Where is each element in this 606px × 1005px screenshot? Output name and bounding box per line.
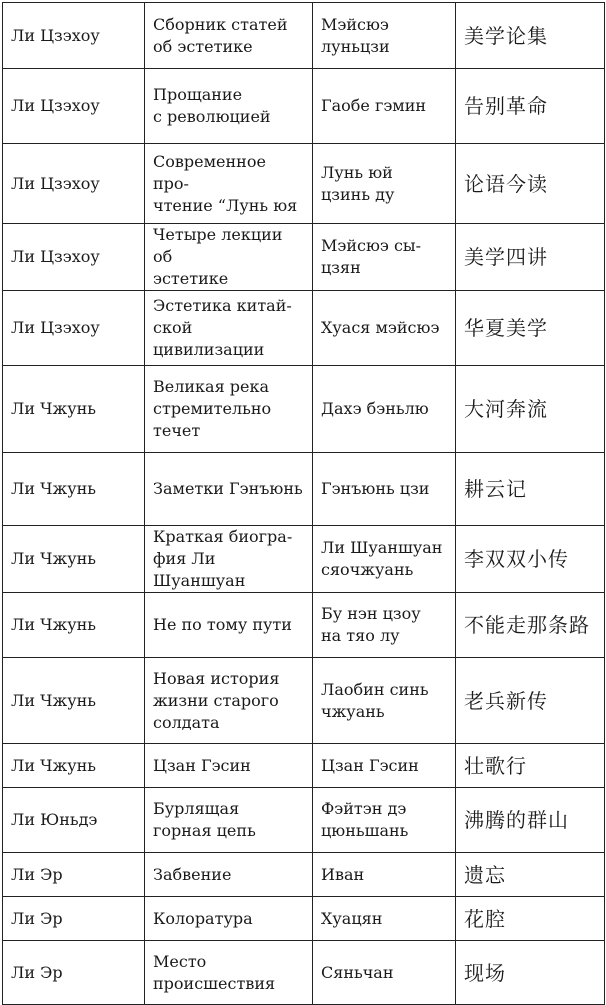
title-ru-cell: Не по тому пути bbox=[145, 593, 313, 658]
title-ru-cell: Четыре лекции об эстетике bbox=[145, 224, 313, 291]
title-pinyin-cell: Гаобе гэмин bbox=[313, 69, 456, 144]
table-row bbox=[3, 366, 605, 453]
book-titles-table bbox=[2, 2, 605, 1005]
author-cell: Ли Чжунь bbox=[3, 658, 145, 744]
title-zh-cell: 华夏美学 bbox=[456, 291, 605, 366]
title-ru-cell: Сборник статей об эстетике bbox=[145, 3, 313, 69]
title-zh-cell: 老兵新传 bbox=[456, 658, 605, 744]
title-ru-cell: Место происшествия bbox=[145, 941, 313, 1005]
title-zh-cell: 沸腾的群山 bbox=[456, 788, 605, 853]
author-cell: Ли Чжунь bbox=[3, 744, 145, 788]
author-cell: Ли Цзэхоу bbox=[3, 144, 145, 224]
title-zh-cell: 耕云记 bbox=[456, 453, 605, 526]
table-row bbox=[3, 526, 605, 593]
author-cell: Ли Чжунь bbox=[3, 526, 145, 593]
title-pinyin-cell: Лаобин синь чжуань bbox=[313, 658, 456, 744]
title-zh-cell: 美学论集 bbox=[456, 3, 605, 69]
title-ru-cell: Современное про- чтение “Лунь юя bbox=[145, 144, 313, 224]
table-row bbox=[3, 224, 605, 291]
title-zh-cell: 花腔 bbox=[456, 897, 605, 941]
title-ru-cell: Бурлящая горная цепь bbox=[145, 788, 313, 853]
table-row bbox=[3, 3, 605, 69]
table-row bbox=[3, 941, 605, 1005]
author-cell: Ли Чжунь bbox=[3, 593, 145, 658]
author-cell: Ли Цзэхоу bbox=[3, 224, 145, 291]
table-row bbox=[3, 144, 605, 224]
title-ru-cell: Великая река стремительно течет bbox=[145, 366, 313, 453]
title-pinyin-cell: Бу нэн цзоу на тяо лу bbox=[313, 593, 456, 658]
title-ru-cell: Колоратура bbox=[145, 897, 313, 941]
table-row bbox=[3, 453, 605, 526]
title-ru-cell: Забвение bbox=[145, 853, 313, 897]
title-pinyin-cell: Иван bbox=[313, 853, 456, 897]
author-cell: Ли Цзэхоу bbox=[3, 3, 145, 69]
title-zh-cell: 大河奔流 bbox=[456, 366, 605, 453]
title-pinyin-cell: Хуацян bbox=[313, 897, 456, 941]
title-pinyin-cell: Сяньчан bbox=[313, 941, 456, 1005]
title-pinyin-cell: Дахэ бэньлю bbox=[313, 366, 456, 453]
title-zh-cell: 遗忘 bbox=[456, 853, 605, 897]
title-pinyin-cell: Хуася мэйсюэ bbox=[313, 291, 456, 366]
table-row bbox=[3, 593, 605, 658]
title-ru-cell: Новая история жизни старого солдата bbox=[145, 658, 313, 744]
title-pinyin-cell: Цзан Гэсин bbox=[313, 744, 456, 788]
title-zh-cell: 壮歌行 bbox=[456, 744, 605, 788]
author-cell: Ли Цзэхоу bbox=[3, 291, 145, 366]
table-row bbox=[3, 291, 605, 366]
table-row bbox=[3, 69, 605, 144]
title-zh-cell: 美学四讲 bbox=[456, 224, 605, 291]
author-cell: Ли Эр bbox=[3, 941, 145, 1005]
author-cell: Ли Юньдэ bbox=[3, 788, 145, 853]
title-pinyin-cell: Ли Шуаншуан сяочжуань bbox=[313, 526, 456, 593]
title-ru-cell: Заметки Гэнъюнь bbox=[145, 453, 313, 526]
author-cell: Ли Чжунь bbox=[3, 453, 145, 526]
title-pinyin-cell: Фэйтэн дэ цюньшань bbox=[313, 788, 456, 853]
table-row bbox=[3, 788, 605, 853]
author-cell: Ли Эр bbox=[3, 897, 145, 941]
title-pinyin-cell: Мэйсюэ луньцзи bbox=[313, 3, 456, 69]
author-cell: Ли Цзэхоу bbox=[3, 69, 145, 144]
title-pinyin-cell: Лунь юй цзинь ду bbox=[313, 144, 456, 224]
author-cell: Ли Чжунь bbox=[3, 366, 145, 453]
table-row bbox=[3, 744, 605, 788]
title-zh-cell: 告别革命 bbox=[456, 69, 605, 144]
title-zh-cell: 李双双小传 bbox=[456, 526, 605, 593]
title-pinyin-cell: Мэйсюэ сы- цзян bbox=[313, 224, 456, 291]
title-zh-cell: 不能走那条路 bbox=[456, 593, 605, 658]
title-ru-cell: Краткая биогра- фия Ли Шуаншуан bbox=[145, 526, 313, 593]
title-ru-cell: Цзан Гэсин bbox=[145, 744, 313, 788]
table-row bbox=[3, 658, 605, 744]
title-ru-cell: Прощание с революцией bbox=[145, 69, 313, 144]
title-ru-cell: Эстетика китай- ской цивилизации bbox=[145, 291, 313, 366]
table-row bbox=[3, 853, 605, 897]
title-pinyin-cell: Гэнъюнь цзи bbox=[313, 453, 456, 526]
table-row bbox=[3, 897, 605, 941]
author-cell: Ли Эр bbox=[3, 853, 145, 897]
title-zh-cell: 现场 bbox=[456, 941, 605, 1005]
title-zh-cell: 论语今读 bbox=[456, 144, 605, 224]
